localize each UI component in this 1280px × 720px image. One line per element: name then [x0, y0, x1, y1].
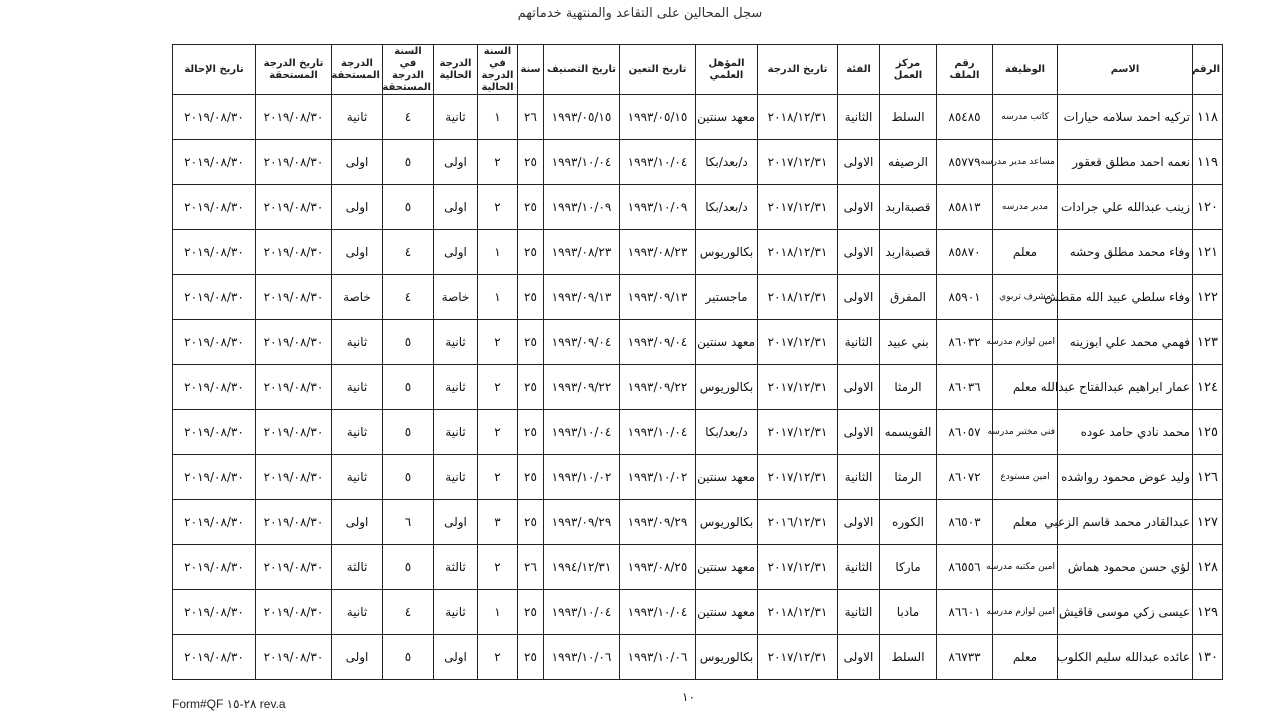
table-cell: ١ — [478, 275, 518, 320]
table-cell: الاولى — [838, 365, 880, 410]
table-cell: الثانية — [838, 455, 880, 500]
table-row — [173, 230, 1223, 275]
table-cell: ٢٥ — [518, 185, 544, 230]
table-cell: ٢٠١٩/٠٨/٣٠ — [173, 455, 256, 500]
table-cell: امين لوازم مدرسه — [993, 320, 1058, 365]
table-cell: ٢٥ — [518, 500, 544, 545]
column-header: الدرجة الحالية — [434, 45, 478, 95]
table-row — [173, 275, 1223, 320]
table-cell: وليد عوض محمود رواشده — [1058, 455, 1193, 500]
column-header: الفئة — [838, 45, 880, 95]
table-cell: ١ — [478, 95, 518, 140]
table-cell: مشرف تربوي — [993, 275, 1058, 320]
table-cell: ١٢٧ — [1193, 500, 1223, 545]
table-cell: ٢٦ — [518, 95, 544, 140]
table-cell: ٢٥ — [518, 230, 544, 275]
column-header: الوظيفة — [993, 45, 1058, 95]
table-cell: ٨٥٨٧٠ — [937, 230, 993, 275]
table-cell: ثانية — [332, 365, 383, 410]
table-cell: ٢ — [478, 410, 518, 455]
table-cell: ٢٠١٩/٠٨/٣٠ — [256, 635, 332, 680]
table-cell: ٢٠١٩/٠٨/٣٠ — [256, 455, 332, 500]
column-header: مركز العمل — [880, 45, 937, 95]
table-row — [173, 545, 1223, 590]
table-cell: ٥ — [383, 185, 434, 230]
table-cell: ٢٦ — [518, 545, 544, 590]
table-cell: امين مكتبه مدرسه — [993, 545, 1058, 590]
table-cell: ٥ — [383, 635, 434, 680]
table-cell: الاولى — [838, 410, 880, 455]
table-cell: ٢٥ — [518, 590, 544, 635]
table-cell: ١٢٣ — [1193, 320, 1223, 365]
table-cell: ١٩٩٣/١٠/٠٤ — [620, 140, 696, 185]
table-cell: ٢٠١٩/٠٨/٣٠ — [256, 365, 332, 410]
records-table-container — [172, 44, 1222, 675]
column-header: الدرجة المستحقة — [332, 45, 383, 95]
table-cell: ١٢٥ — [1193, 410, 1223, 455]
table-cell: ١٩٩٣/٠٩/١٣ — [620, 275, 696, 320]
table-cell: مساعد مدير مدرسه — [993, 140, 1058, 185]
table-cell: لؤي حسن محمود هماش — [1058, 545, 1193, 590]
table-cell: الكوره — [880, 500, 937, 545]
table-cell: ٢٠١٨/١٢/٣١ — [758, 230, 838, 275]
table-cell: ٢٠١٧/١٢/٣١ — [758, 185, 838, 230]
table-cell: ٢٠١٩/٠٨/٣٠ — [256, 140, 332, 185]
table-cell: ٢ — [478, 365, 518, 410]
table-cell: ٨٥٩٠١ — [937, 275, 993, 320]
table-cell: ثانية — [434, 590, 478, 635]
table-cell: ١٩٩٣/١٠/٠٦ — [620, 635, 696, 680]
table-cell: اولى — [434, 500, 478, 545]
table-cell: ٢ — [478, 140, 518, 185]
table-cell: امين مستودع — [993, 455, 1058, 500]
table-cell: ٢٠١٧/١٢/٣١ — [758, 140, 838, 185]
table-cell: ٢٠١٩/٠٨/٣٠ — [173, 410, 256, 455]
document-title: سجل المحالين على التقاعد والمنتهية خدماتهم — [517, 6, 763, 21]
table-cell: ١٢٩ — [1193, 590, 1223, 635]
table-cell: ٥ — [383, 365, 434, 410]
table-cell: عمار ابراهيم عبدالفتاح عبدالله — [1058, 365, 1193, 410]
table-row — [173, 140, 1223, 185]
table-cell: ٢٠١٩/٠٨/٣٠ — [173, 545, 256, 590]
table-cell: ٢٠١٦/١٢/٣١ — [758, 500, 838, 545]
table-cell: السلط — [880, 635, 937, 680]
column-header: تاريخ التعين — [620, 45, 696, 95]
table-cell: ٨٦٠٣٦ — [937, 365, 993, 410]
table-cell: ٢٠١٩/٠٨/٣٠ — [173, 185, 256, 230]
table-cell: معلم — [993, 365, 1058, 410]
table-cell: ٨٦٥٠٣ — [937, 500, 993, 545]
table-cell: اولى — [434, 185, 478, 230]
page-number: ١٠ — [682, 690, 695, 704]
table-cell: عبدالقادر محمد قاسم الزعبي — [1058, 500, 1193, 545]
table-cell: ثالثة — [434, 545, 478, 590]
table-cell: ٨٥٧٧٩ — [937, 140, 993, 185]
table-cell: ٢٠١٧/١٢/٣١ — [758, 410, 838, 455]
table-cell: ٢٥ — [518, 140, 544, 185]
table-cell: ثانية — [434, 320, 478, 365]
column-header: تاريخ الدرجة — [758, 45, 838, 95]
table-cell: الرمثا — [880, 365, 937, 410]
table-cell: ٢٠١٩/٠٨/٣٠ — [173, 140, 256, 185]
table-cell: ١٩٩٣/٠٩/٠٤ — [620, 320, 696, 365]
table-cell: اولى — [434, 230, 478, 275]
table-cell: فني مختبر مدرسه — [993, 410, 1058, 455]
table-cell: ٦ — [383, 500, 434, 545]
table-row — [173, 590, 1223, 635]
table-cell: مدير مدرسه — [993, 185, 1058, 230]
table-cell: ٢ — [478, 635, 518, 680]
table-cell: ١٩٩٣/٠٥/١٥ — [544, 95, 620, 140]
table-cell: فهمي محمد علي ابوزينه — [1058, 320, 1193, 365]
table-cell: ثانية — [434, 410, 478, 455]
column-header: سنة — [518, 45, 544, 95]
table-cell: معهد سنتين — [696, 95, 758, 140]
table-cell: ٤ — [383, 95, 434, 140]
table-row — [173, 455, 1223, 500]
table-cell: د/بعد/بكا — [696, 140, 758, 185]
table-cell: المفرق — [880, 275, 937, 320]
table-cell: السلط — [880, 95, 937, 140]
table-cell: ثانية — [332, 455, 383, 500]
table-cell: ١٩٩٣/١٠/٠٩ — [544, 185, 620, 230]
table-cell: ثانية — [434, 365, 478, 410]
table-cell: تركيه احمد سلامه حيارات — [1058, 95, 1193, 140]
table-cell: ثانية — [332, 320, 383, 365]
table-cell: بكالوريوس — [696, 635, 758, 680]
table-cell: اولى — [332, 140, 383, 185]
table-cell: معلم — [993, 500, 1058, 545]
header-row — [173, 45, 1223, 95]
table-cell: الاولى — [838, 140, 880, 185]
table-cell: الاولى — [838, 275, 880, 320]
table-row — [173, 410, 1223, 455]
table-cell: ٢ — [478, 185, 518, 230]
table-cell: ٨٦٦٠١ — [937, 590, 993, 635]
table-cell: ١٩٩٣/٠٨/٢٣ — [620, 230, 696, 275]
table-cell: الثانية — [838, 545, 880, 590]
table-cell: معهد سنتين — [696, 545, 758, 590]
table-cell: ٢٠١٧/١٢/٣١ — [758, 365, 838, 410]
table-cell: ٢٠١٩/٠٨/٣٠ — [173, 500, 256, 545]
table-cell: زينب عبدالله علي جرادات — [1058, 185, 1193, 230]
table-body — [173, 95, 1223, 680]
table-cell: الاولى — [838, 185, 880, 230]
column-header: السنة في الدرجة المستحقة — [383, 45, 434, 95]
table-row — [173, 185, 1223, 230]
table-cell: ٢٠١٩/٠٨/٣٠ — [256, 320, 332, 365]
table-cell: ٢٠١٩/٠٨/٣٠ — [256, 230, 332, 275]
table-cell: ثانية — [332, 95, 383, 140]
table-cell: الاولى — [838, 500, 880, 545]
table-cell: ٢٠١٧/١٢/٣١ — [758, 635, 838, 680]
table-cell: اولى — [434, 140, 478, 185]
table-cell: ١٩٩٣/٠٩/٢٢ — [620, 365, 696, 410]
table-cell: ١٩٩٣/١٠/٠٤ — [544, 590, 620, 635]
table-row — [173, 95, 1223, 140]
table-cell: ٨٦٠٣٢ — [937, 320, 993, 365]
column-header: الاسم — [1058, 45, 1193, 95]
table-cell: ٢٠١٨/١٢/٣١ — [758, 275, 838, 320]
table-cell: ٤ — [383, 275, 434, 320]
table-cell: قصبةاربد — [880, 230, 937, 275]
table-cell: ٨٥٨١٣ — [937, 185, 993, 230]
table-row — [173, 635, 1223, 680]
table-cell: ثالثة — [332, 545, 383, 590]
table-cell: ١٩٩٣/٠٥/١٥ — [620, 95, 696, 140]
table-cell: ٢ — [478, 545, 518, 590]
table-cell: ١٩٩٣/٠٨/٢٣ — [544, 230, 620, 275]
table-cell: ٢٠١٩/٠٨/٣٠ — [173, 320, 256, 365]
table-cell: اولى — [332, 230, 383, 275]
table-cell: ١ — [478, 230, 518, 275]
table-cell: عيسى زكي موسى قاقيش — [1058, 590, 1193, 635]
table-cell: وفاء سلطي عبيد الله مقطش — [1058, 275, 1193, 320]
table-cell: اولى — [332, 500, 383, 545]
table-cell: ٢٥ — [518, 365, 544, 410]
column-header: تاريخ الإحالة — [173, 45, 256, 95]
table-cell: ٢٠١٩/٠٨/٣٠ — [256, 275, 332, 320]
table-cell: مادبا — [880, 590, 937, 635]
table-cell: ٢٠١٩/٠٨/٣٠ — [173, 365, 256, 410]
table-cell: ٥ — [383, 320, 434, 365]
table-cell: الاولى — [838, 230, 880, 275]
table-cell: بكالوريوس — [696, 230, 758, 275]
table-cell: ٢٥ — [518, 635, 544, 680]
table-cell: ٢٠١٩/٠٨/٣٠ — [173, 230, 256, 275]
table-cell: ١٢١ — [1193, 230, 1223, 275]
table-cell: ٤ — [383, 230, 434, 275]
table-row — [173, 365, 1223, 410]
table-cell: امين لوازم مدرسه — [993, 590, 1058, 635]
table-cell: ٢٠١٧/١٢/٣١ — [758, 545, 838, 590]
table-cell: ١١٩ — [1193, 140, 1223, 185]
table-cell: د/بعد/بكا — [696, 410, 758, 455]
table-cell: الرمثا — [880, 455, 937, 500]
table-cell: ١٩٩٣/١٠/٠٢ — [544, 455, 620, 500]
table-cell: ١١٨ — [1193, 95, 1223, 140]
table-cell: ٢٠١٩/٠٨/٣٠ — [173, 275, 256, 320]
table-cell: ٥ — [383, 545, 434, 590]
table-cell: ٢٠١٩/٠٨/٣٠ — [256, 545, 332, 590]
table-cell: ٨٥٤٨٥ — [937, 95, 993, 140]
table-cell: ٢٠١٩/٠٨/٣٠ — [256, 500, 332, 545]
table-cell: ٥ — [383, 140, 434, 185]
table-cell: ماركا — [880, 545, 937, 590]
column-header: تاريخ الدرجة المستحقة — [256, 45, 332, 95]
table-cell: ١٩٩٣/١٠/٠٤ — [620, 590, 696, 635]
table-cell: الثانية — [838, 590, 880, 635]
table-cell: ٢٠١٩/٠٨/٣٠ — [173, 590, 256, 635]
column-header: المؤهل العلمي — [696, 45, 758, 95]
table-cell: الثانية — [838, 95, 880, 140]
table-cell: معهد سنتين — [696, 590, 758, 635]
table-cell: ١٩٩٣/٠٩/٠٤ — [544, 320, 620, 365]
table-cell: ٢٥ — [518, 455, 544, 500]
table-cell: ٤ — [383, 590, 434, 635]
table-cell: معهد سنتين — [696, 455, 758, 500]
column-header: الرقم — [1193, 45, 1223, 95]
table-cell: ٨٦٧٣٣ — [937, 635, 993, 680]
table-cell: ١٢٠ — [1193, 185, 1223, 230]
table-cell: القويسمه — [880, 410, 937, 455]
table-cell: ٢٠١٩/٠٨/٣٠ — [173, 635, 256, 680]
table-cell: ١٩٩٣/٠٩/٢٩ — [620, 500, 696, 545]
table-cell: ٢ — [478, 455, 518, 500]
table-cell: ٨٦٠٧٢ — [937, 455, 993, 500]
table-cell: ١٢٨ — [1193, 545, 1223, 590]
table-cell: ٢٥ — [518, 320, 544, 365]
column-header: تاريخ التصنيف — [544, 45, 620, 95]
table-cell: ثانية — [332, 590, 383, 635]
table-cell: بني عبيد — [880, 320, 937, 365]
table-cell: ١٩٩٣/٠٩/٢٢ — [544, 365, 620, 410]
table-cell: ٢٥ — [518, 410, 544, 455]
table-row — [173, 320, 1223, 365]
table-cell: اولى — [332, 635, 383, 680]
table-row — [173, 500, 1223, 545]
table-cell: ١٩٩٣/١٠/٠٤ — [620, 410, 696, 455]
table-cell: ١٩٩٣/٠٨/٢٥ — [620, 545, 696, 590]
column-header: رقم الملف — [937, 45, 993, 95]
table-cell: معلم — [993, 635, 1058, 680]
table-cell: ثانية — [434, 95, 478, 140]
table-cell: كاتب مدرسه — [993, 95, 1058, 140]
table-cell: ٥ — [383, 410, 434, 455]
table-cell: وفاء محمد مطلق وحشه — [1058, 230, 1193, 275]
table-cell: ١٩٩٣/٠٩/١٣ — [544, 275, 620, 320]
table-cell: اولى — [332, 185, 383, 230]
table-cell: ٨٦٥٥٦ — [937, 545, 993, 590]
table-cell: ١٩٩٣/١٠/٠٢ — [620, 455, 696, 500]
table-cell: ٢٠١٨/١٢/٣١ — [758, 95, 838, 140]
table-cell: ١ — [478, 590, 518, 635]
table-cell: ٢٠١٧/١٢/٣١ — [758, 320, 838, 365]
table-cell: ١٢٢ — [1193, 275, 1223, 320]
table-cell: ١٩٩٣/١٠/٠٦ — [544, 635, 620, 680]
table-cell: محمد نادي حامد عوده — [1058, 410, 1193, 455]
table-cell: ٢٠١٩/٠٨/٣٠ — [173, 95, 256, 140]
table-cell: ١٣٠ — [1193, 635, 1223, 680]
table-cell: ثانية — [332, 410, 383, 455]
table-cell: ٨٦٠٥٧ — [937, 410, 993, 455]
table-cell: ١٩٩٣/٠٩/٢٩ — [544, 500, 620, 545]
table-cell: قصبةاربد — [880, 185, 937, 230]
table-cell: ١٩٩٣/١٠/٠٤ — [544, 140, 620, 185]
table-cell: الرصيفه — [880, 140, 937, 185]
table-cell: ١٩٩٣/١٠/٠٤ — [544, 410, 620, 455]
table-cell: ٢٠١٩/٠٨/٣٠ — [256, 95, 332, 140]
table-cell: بكالوريوس — [696, 500, 758, 545]
table-cell: ١٩٩٣/١٠/٠٩ — [620, 185, 696, 230]
table-cell: ٢٠١٩/٠٨/٣٠ — [256, 410, 332, 455]
table-cell: ٢٠١٩/٠٨/٣٠ — [256, 185, 332, 230]
table-cell: ٢٠١٧/١٢/٣١ — [758, 455, 838, 500]
table-cell: د/بعد/بكا — [696, 185, 758, 230]
table-cell: ١٩٩٤/١٢/٣١ — [544, 545, 620, 590]
table-cell: معهد سنتين — [696, 320, 758, 365]
table-cell: معلم — [993, 230, 1058, 275]
table-cell: ٢٠١٩/٠٨/٣٠ — [256, 590, 332, 635]
table-cell: ثانية — [434, 455, 478, 500]
table-cell: خاصة — [434, 275, 478, 320]
table-cell: الاولى — [838, 635, 880, 680]
table-cell: الثانية — [838, 320, 880, 365]
table-cell: ماجستير — [696, 275, 758, 320]
table-cell: ٢٥ — [518, 275, 544, 320]
table-cell: عائده عبدالله سليم الكلوب — [1058, 635, 1193, 680]
table-cell: ١٢٦ — [1193, 455, 1223, 500]
table-cell: ٥ — [383, 455, 434, 500]
table-cell: نعمه احمد مطلق قعقور — [1058, 140, 1193, 185]
table-cell: بكالوريوس — [696, 365, 758, 410]
table-cell: ١٢٤ — [1193, 365, 1223, 410]
table-cell: خاصة — [332, 275, 383, 320]
records-table — [172, 44, 1223, 680]
table-cell: اولى — [434, 635, 478, 680]
table-cell: ٢٠١٨/١٢/٣١ — [758, 590, 838, 635]
table-cell: ٢ — [478, 320, 518, 365]
column-header: السنة في الدرجة الحالية — [478, 45, 518, 95]
form-code: Form#QF ٢٨-١٥ rev.a — [172, 697, 286, 711]
table-cell: ٣ — [478, 500, 518, 545]
